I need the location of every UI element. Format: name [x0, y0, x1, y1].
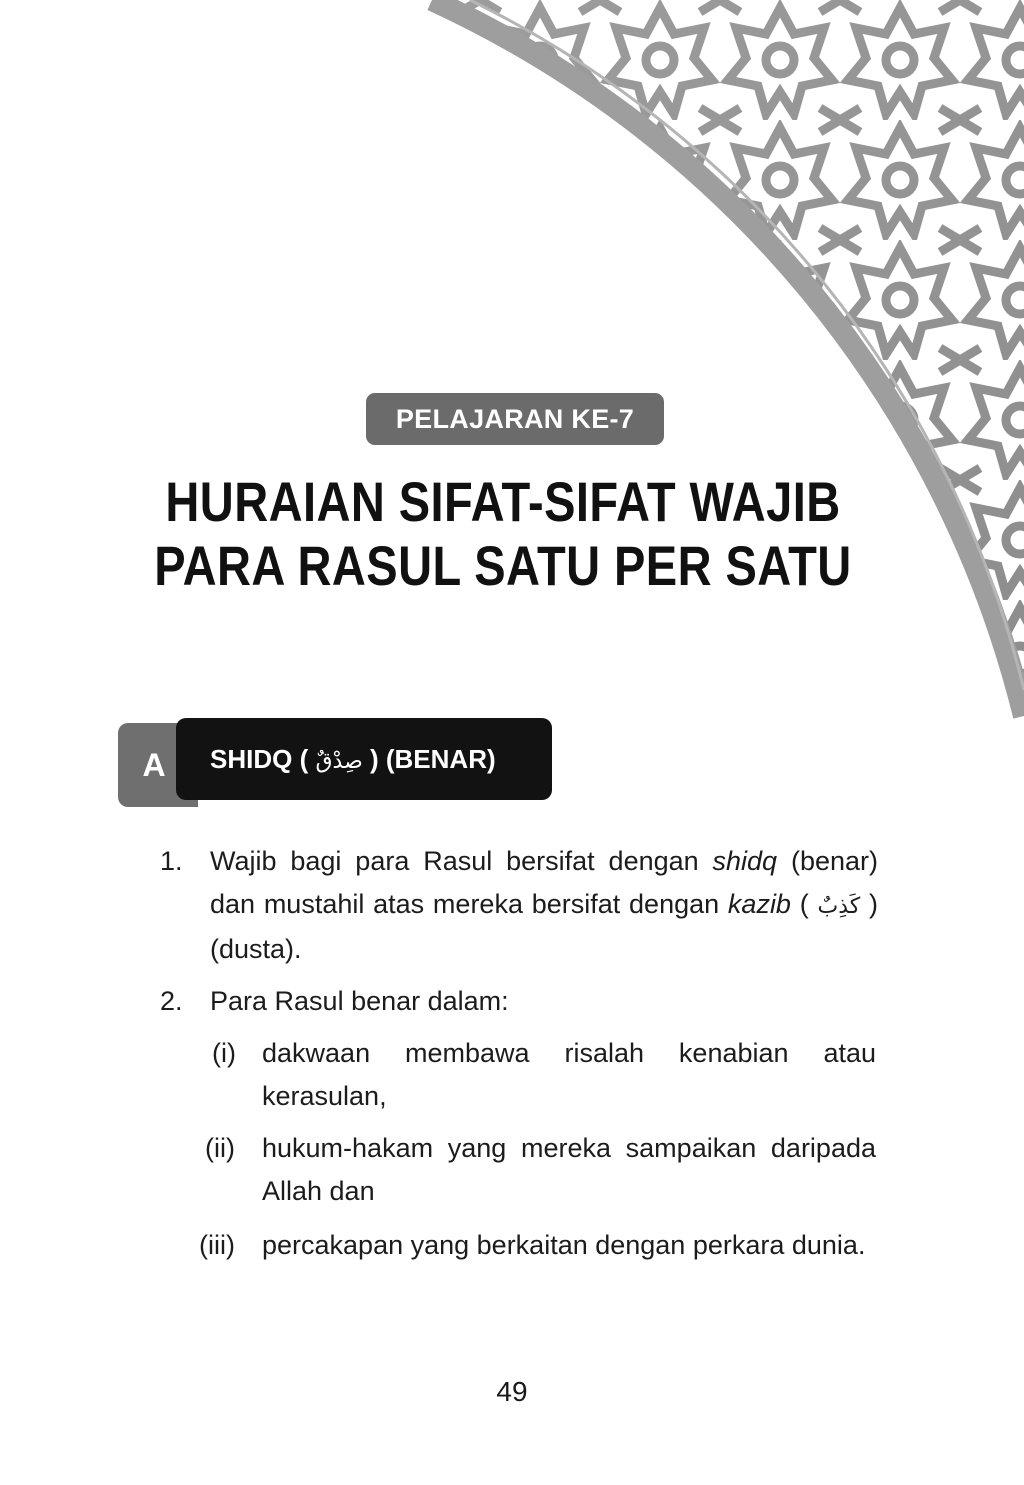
sub-item: hukum-hakam yang mereka sampaikan daripada Allah dan [262, 1133, 876, 1206]
title-line-1: HURAIAN SIFAT-SIFAT WAJIB [165, 470, 841, 533]
list-item [210, 840, 878, 971]
lesson-badge: PELAJARAN KE-7 [366, 393, 664, 445]
page-number: 49 [496, 1376, 528, 1407]
item-text-part: ( [790, 889, 818, 919]
term-kazib: kazib [727, 889, 791, 919]
sub-item-number: (iii) [199, 1230, 235, 1260]
arabic-kazib: كَذِبٌ [817, 894, 861, 919]
section-letter: A [142, 747, 166, 783]
section-label-arabic: صِدْقٌ [315, 749, 363, 774]
section-label-after: ) (BENAR) [362, 744, 496, 774]
list-item: Para Rasul benar dalam: [210, 986, 509, 1016]
sub-item-number: (i) [212, 1038, 236, 1068]
item-text-part: ) (dusta). [210, 889, 878, 964]
page-title [80, 470, 925, 598]
sub-item: percakapan yang berkaitan dengan perkara dunia. [262, 1230, 866, 1260]
item-text-part: (benar) dan mustahil atas mereka bersifat dengan [210, 846, 878, 919]
list-item-number: 1. [160, 846, 183, 876]
section-title-bar [176, 718, 552, 800]
section-header-shidq [118, 718, 554, 800]
item-text-part: Wajib bagi para Rasul bersifat dengan [210, 846, 713, 876]
term-shidq: shidq [712, 846, 778, 876]
list-item-number: 2. [160, 986, 183, 1016]
sub-item: dakwaan membawa risalah kenabian atau kerasulan, [262, 1038, 876, 1111]
section-label-before: SHIDQ ( [210, 744, 316, 774]
sub-item-number: (ii) [205, 1133, 235, 1163]
title-line-2: PARA RASUL SATU PER SATU [154, 534, 852, 597]
